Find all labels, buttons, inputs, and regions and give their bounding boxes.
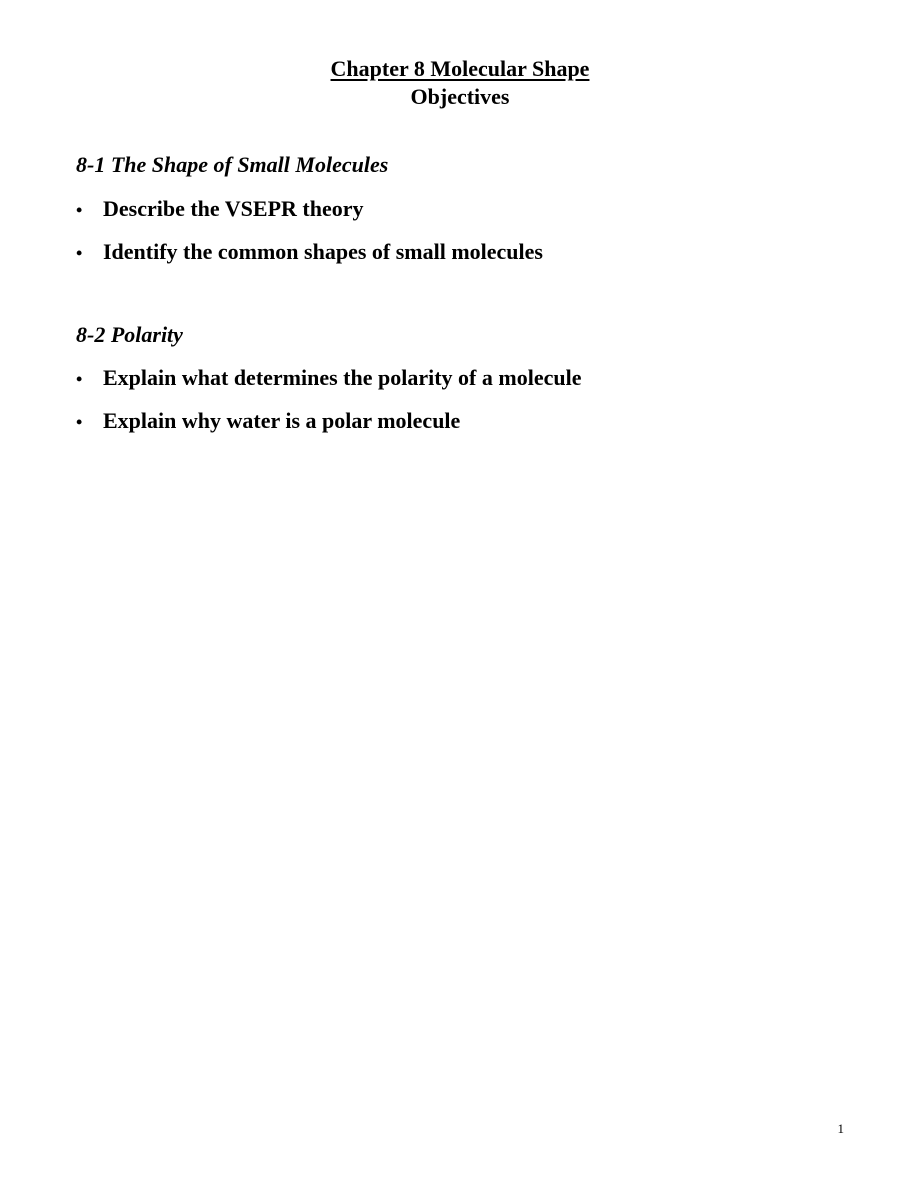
list-item [76, 364, 581, 393]
list-item [76, 407, 460, 436]
list-item-text: Identify the common shapes of small molecules [103, 239, 543, 264]
list-item-text: Explain what determines the polarity of a molecule [103, 365, 582, 390]
bullet-icon: • [76, 412, 83, 432]
page-number: 1 [837, 1121, 844, 1136]
list-item-text: Describe the VSEPR theory [103, 196, 364, 221]
chapter-title: Chapter 8 Molecular Shape [330, 56, 590, 81]
objectives-heading: Objectives [410, 84, 510, 109]
bullet-icon: • [76, 200, 83, 220]
list-item-text: Explain why water is a polar molecule [103, 408, 461, 433]
list-item [76, 238, 543, 267]
section-heading-8-1: 8-1 The Shape of Small Molecules [76, 152, 389, 177]
bullet-icon: • [76, 369, 83, 389]
bullet-icon: • [76, 243, 83, 263]
section-heading-8-2: 8-2 Polarity [76, 322, 183, 347]
list-item [76, 195, 364, 224]
